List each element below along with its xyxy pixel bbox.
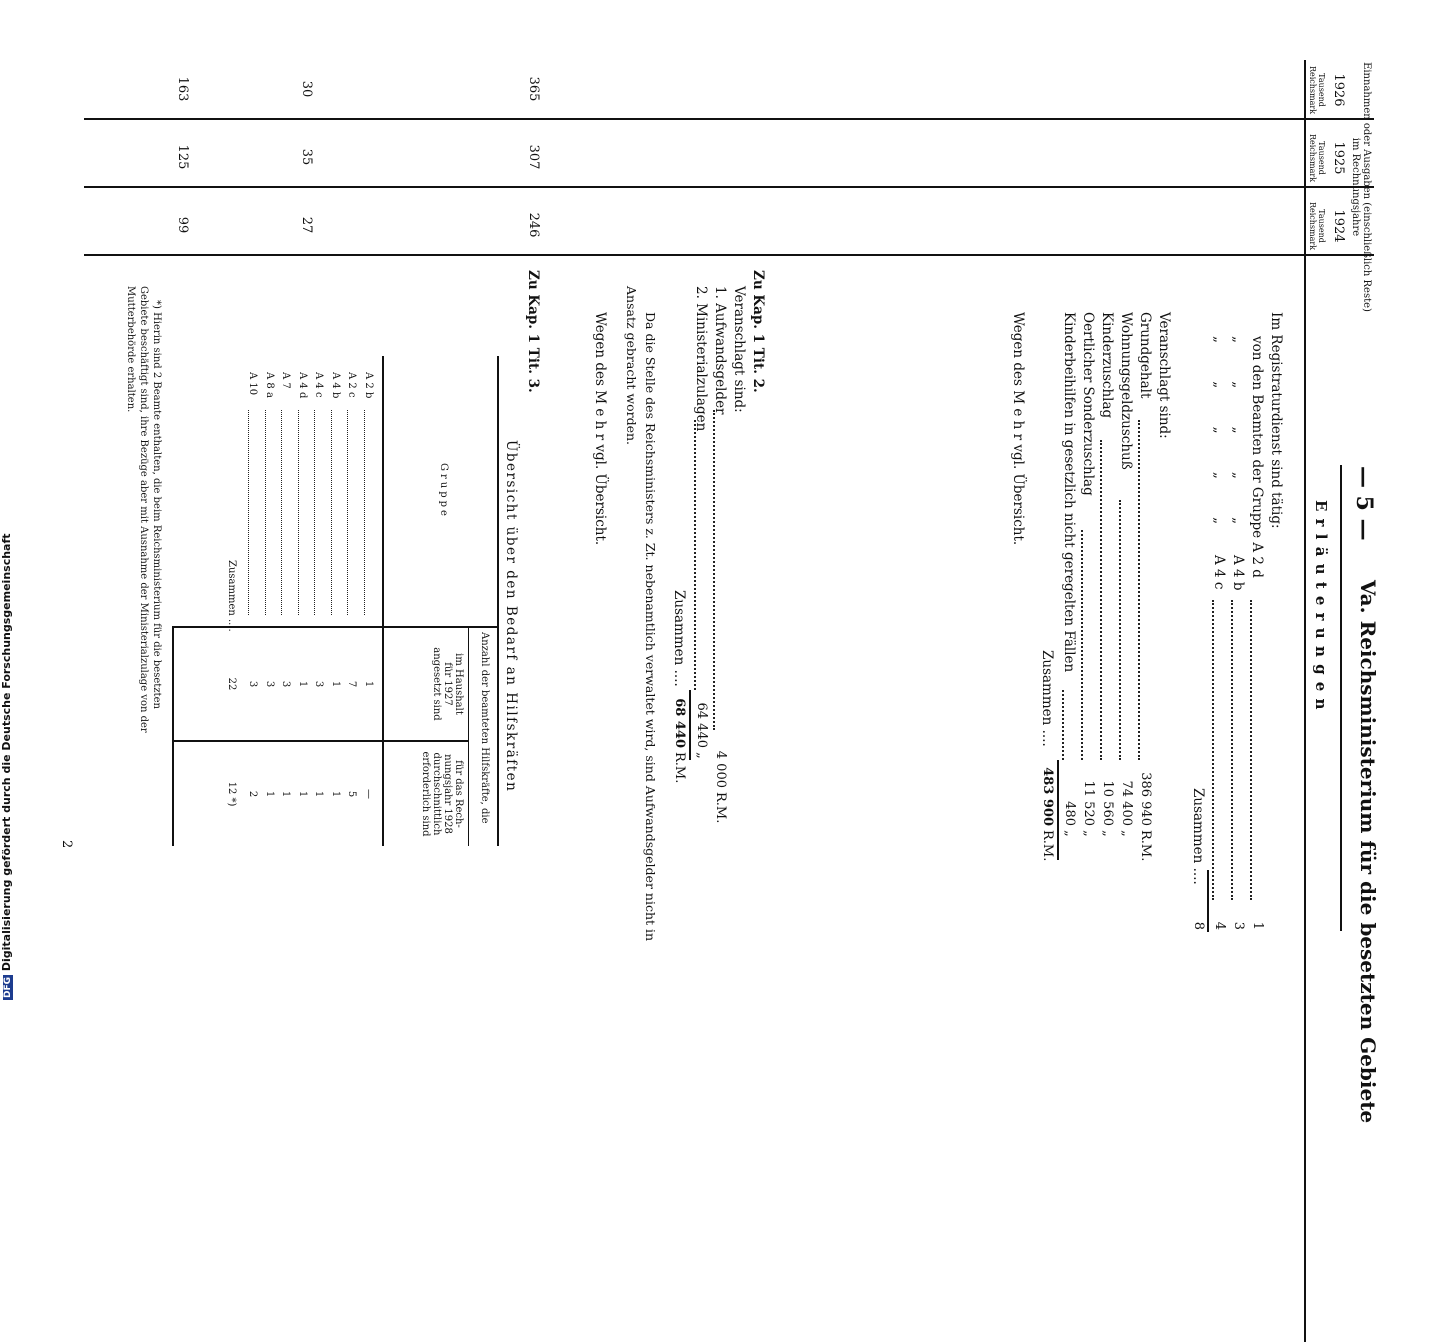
count-1928-cell: 1 bbox=[264, 790, 275, 798]
kap2-heading: Zu Kap. 1 Tit. 2. bbox=[750, 270, 766, 393]
group-cell: A 2 c bbox=[346, 372, 358, 398]
year-1924: 1924 bbox=[1331, 209, 1346, 243]
col-group-header: Gruppe bbox=[438, 463, 449, 519]
veranschlagt-total-label: Zusammen .... bbox=[1039, 650, 1055, 747]
table-total-a: 22 bbox=[226, 677, 237, 691]
value-tit2-1924: 27 bbox=[299, 216, 314, 234]
count-1927-cell: 7 bbox=[346, 680, 358, 688]
section-title: E r l ä u t e r u n g e n bbox=[1312, 500, 1330, 711]
value-tit3-1926: 163 bbox=[175, 76, 190, 102]
header-rule bbox=[1304, 60, 1306, 1342]
group-cell: A 4 c bbox=[313, 372, 325, 398]
veranschlagt-label-5: Kinderbeihilfen in gesetzlich nicht geregelten Fällen bbox=[1061, 312, 1077, 673]
value-tit3-1924: 99 bbox=[175, 216, 190, 234]
unit-1926: Tausend Reichsmark bbox=[1308, 65, 1326, 115]
veranschlagt-label-2: Wohnungsgeldzuschuß bbox=[1118, 312, 1134, 470]
veranschlagt-total: 483 900 bbox=[1040, 767, 1055, 826]
veranschlagt-value-4: 11 520 bbox=[1081, 780, 1096, 826]
group-cell: A 8 a bbox=[264, 372, 275, 398]
veranschlagt-value-5: 480 bbox=[1062, 801, 1077, 826]
count-1927-cell: 3 bbox=[280, 680, 292, 688]
veranschlagt-value-3: 10 560 bbox=[1100, 780, 1115, 826]
dfg-watermark bbox=[0, 533, 14, 1000]
footnote-line1: *) Hierin sind 2 Beamte enthalten, die beim Reichsministerium für die besetzten bbox=[151, 300, 162, 709]
group-cell: A 10 bbox=[247, 372, 259, 396]
kap2-value-1: 4 000 bbox=[713, 750, 728, 788]
count-1927-cell: 3 bbox=[247, 680, 259, 688]
value-tit2-1925: 35 bbox=[299, 148, 314, 166]
count-1928-cell: 5 bbox=[346, 790, 358, 798]
kap2-total: 68 440 bbox=[672, 698, 687, 748]
count-1928-cell: 1 bbox=[313, 790, 325, 798]
count-1927-cell: 1 bbox=[330, 680, 341, 688]
kap2-para-1: Da die Stelle des Reichsministers z. Zt. nebenamtlich verwaltet wird, sind Aufwandsgelder nicht in bbox=[643, 312, 658, 942]
count-1928-cell: — bbox=[363, 789, 374, 799]
veranschlagt-note: Wegen des M e h r vgl. Übersicht. bbox=[1010, 312, 1026, 546]
year-1926: 1926 bbox=[1331, 73, 1346, 107]
rotated-page: — 5 — Va. Reichsministerium für die besetzten Gebiete 1926 1925 1924 Tausend Reichsmark Tausend Reichsmark Tausend Reichsmark E r l ä u t e r u n g e n Im Registraturdienst sind tätig: von den Beamten der Gruppe A 2 d 1 „ „ „ „ „ A 4 b 3 „ „ „ „ „ A 4 c 4 Zusammen .... 8 Veranschlagt sind: Grundgehalt 386 940 R.M. Wohnungsgeldzuschuß 74 400 „ Kinderzuschlag 10 560 „ Oertlicher Sonderzuschlag 11 520 „ Kinderbeihilfen in gesetzlich nicht geregelten Fällen 480 „ Zusammen .... 483 900 R.M. Wegen des M e h r vgl. Übersicht. 365 307 246 30 35 27 163 125 99 Zu Kap. 1 Tit. 2. Veranschlagt sind: 1. Aufwandsgelder 4 000 R.M. 2. Ministerialzulagen 64 440 „ Zusammen .... 68 440 R.M. Da die Stelle des Reichsministers z. Zt. nebenamtlich verwaltet wird, sind Aufwandsgelder nicht in Ansatz gebracht worden. Wegen des M e h r vgl. Übersicht. Zu Kap. 1 Tit. 3. Übersicht über den Bedarf an Hilfskräften Gruppe Anzahl der beamteten Hilfskräfte, die im Haushalt für 1927 angesetzt sind für das Rech- nungsjahr 1928 durchschnittlich erforderlich sind A 2 b 1 — A 2 c 7 5 A 4 b 1 1 A 4 c 3 1 A 4 d 1 1 A 7 3 1 A 8 a 3 1 A 10 3 2 Zusammen .... 22 12 *) *) Hierin sind 2 Beamte enthalten, die beim Reichsministerium für die besetzten Gebiete beschäftigt sind, ihre Bezüge aber mit Ausnahme der Ministerialzulage von der Mutterbehörde erhalten. 2 bbox=[0, 0, 1434, 1000]
value-tit1-1924: 246 bbox=[526, 212, 541, 238]
count-1927-cell: 3 bbox=[264, 680, 275, 688]
heading-rule bbox=[1340, 465, 1342, 931]
registratur-line1: von den Beamten der Gruppe A 2 d bbox=[1249, 336, 1265, 578]
registratur-line2-group: A 4 b bbox=[1230, 555, 1246, 591]
footnote-line3: Mutterbehörde erhalten. bbox=[125, 286, 136, 413]
year-divider-1 bbox=[84, 118, 1374, 120]
group-cell: A 7 bbox=[280, 372, 292, 389]
registratur-count-1: 1 bbox=[1250, 921, 1265, 930]
count-1927-cell: 1 bbox=[363, 680, 374, 688]
dfg-logo: DFG bbox=[3, 976, 13, 998]
table-total-label: Zusammen .... bbox=[226, 560, 237, 632]
registratur-intro: Im Registraturdienst sind tätig: bbox=[1268, 312, 1284, 529]
year-divider-2 bbox=[84, 186, 1374, 188]
year-1925: 1925 bbox=[1331, 141, 1346, 175]
kap2-item-1: 1. Aufwandsgelder bbox=[712, 286, 728, 415]
value-tit3-1925: 125 bbox=[175, 144, 190, 170]
unit-1924: Tausend Reichsmark bbox=[1308, 201, 1326, 251]
unit-1925: Tausend Reichsmark bbox=[1308, 133, 1326, 183]
kap3-table-title: Übersicht über den Bedarf an Hilfskräften bbox=[503, 440, 519, 793]
veranschlagt-value-1: 386 940 bbox=[1138, 772, 1153, 826]
registratur-count-2: 3 bbox=[1231, 921, 1246, 930]
kap2-item-2: 2. Ministerialzulagen bbox=[693, 286, 709, 432]
count-1928-cell: 1 bbox=[330, 790, 341, 798]
dfg-text: Digitalisierung gefördert durch die Deutsche Forschungsgemeinschaft bbox=[0, 533, 13, 972]
year-divider-3 bbox=[84, 254, 1374, 256]
registratur-line3-group: A 4 c bbox=[1211, 555, 1227, 590]
kap2-total-label: Zusammen .... bbox=[671, 590, 687, 687]
veranschlagt-label-3: Kinderzuschlag bbox=[1099, 312, 1115, 419]
col-main-header: Anzahl der beamteten Hilfskräfte, die bbox=[479, 632, 490, 824]
registratur-marks-2: „ „ „ „ „ bbox=[1230, 336, 1246, 525]
kap2-para-2: Ansatz gebracht worden. bbox=[624, 286, 639, 446]
registratur-total-label: Zusammen .... bbox=[1190, 788, 1206, 885]
kap3-heading: Zu Kap. 1 Tit. 3. bbox=[525, 270, 541, 393]
count-1927-cell: 1 bbox=[297, 680, 308, 688]
veranschlagt-intro: Veranschlagt sind: bbox=[1156, 312, 1172, 439]
value-tit1-1925: 307 bbox=[526, 144, 541, 170]
registratur-count-3: 4 bbox=[1212, 921, 1227, 930]
count-1928-cell: 2 bbox=[247, 790, 259, 798]
registratur-marks-3: „ „ „ „ „ bbox=[1211, 336, 1227, 525]
value-tit2-1926: 30 bbox=[299, 80, 314, 98]
veranschlagt-value-2: 74 400 bbox=[1119, 780, 1134, 826]
group-cell: A 2 b bbox=[363, 372, 374, 399]
page-number: — 5 — bbox=[1351, 466, 1377, 541]
sheet-number: 2 bbox=[59, 840, 74, 849]
table-total-b: 12 *) bbox=[226, 781, 237, 807]
count-1928-cell: 1 bbox=[297, 790, 308, 798]
group-cell: A 4 d bbox=[297, 372, 308, 399]
kap2-intro: Veranschlagt sind: bbox=[731, 286, 747, 413]
group-cell: A 4 b bbox=[330, 372, 341, 399]
value-tit1-1926: 365 bbox=[526, 76, 541, 102]
registratur-total: 8 bbox=[1191, 921, 1206, 930]
kap2-value-2: 64 440 bbox=[694, 702, 709, 748]
count-1928-cell: 1 bbox=[280, 790, 292, 798]
veranschlagt-label-1: Grundgehalt bbox=[1137, 312, 1153, 399]
kap2-note: Wegen des M e h r vgl. Übersicht. bbox=[592, 312, 608, 546]
footnote-line2: Gebiete beschäftigt sind, ihre Bezüge aber mit Ausnahme der Ministerialzulage von der bbox=[138, 286, 149, 733]
page-heading: Va. Reichsministerium für die besetzten Gebiete bbox=[1356, 580, 1380, 1124]
count-1927-cell: 3 bbox=[313, 680, 325, 688]
veranschlagt-label-4: Oertlicher Sonderzuschlag bbox=[1080, 312, 1096, 496]
